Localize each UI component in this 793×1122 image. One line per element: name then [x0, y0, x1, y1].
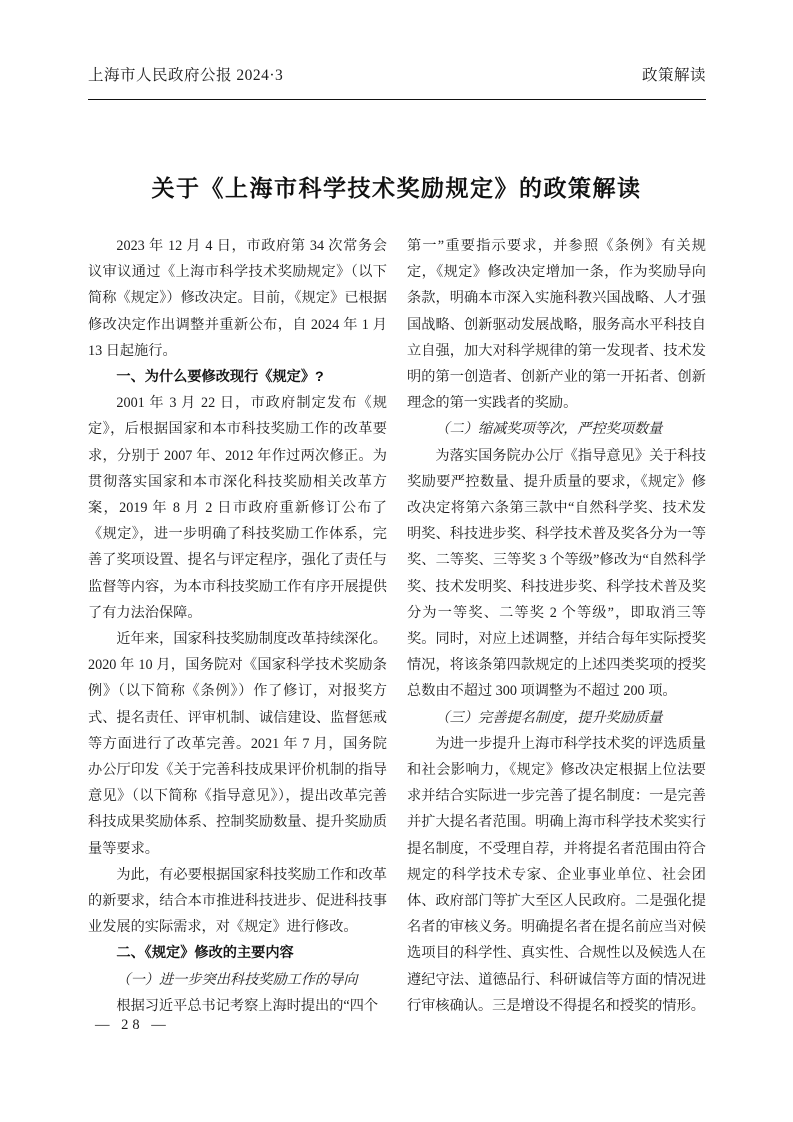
sub-heading: （二）缩减奖项等次，严控奖项数量 — [435, 421, 663, 438]
section-heading: 二、《规定》修改的主要内容 — [116, 945, 294, 962]
body-paragraph: 2001 年 3 月 22 日，市政府制定发布《规定》，后根据国家和本市科技奖励工作的改革要求，分别于 2007 年、2012 年作过两次修正。为贯彻落实国家和本市深化科技奖励相关改革方案，2019 年 8 月 2 日市政府重新修订公布了《规定》，进一步明确了科技奖励工作体系，完善了奖项设置、提名与评定程序，强化了责任与监督等内容，为本市科技奖励工作有序开展提供了有力法治保障。 — [88, 395, 387, 621]
header-divider — [88, 99, 706, 100]
body-paragraph: 根据习近平总书记考察上海时提出的“四个 — [116, 997, 379, 1014]
header-section-label: 政策解读 — [641, 67, 706, 84]
sub-heading: （三）完善提名制度，提升奖励质量 — [435, 709, 663, 726]
body-paragraph: 为落实国务院办公厅《指导意见》关于科技奖励要严控数量、提升质量的要求，《规定》修改决定将第六条第三款中“自然科学奖、技术发明奖、科技进步奖、科学技术普及奖各分为一等奖、二等奖、三等奖 3 个等级”修改为“自然科学奖、技术发明奖、科技进步奖、科学技术普及奖分为一等奖、二等奖 2 个等级”，即取消三等奖。同时，对应上述调整，并结合每年实际授奖情况，将该条第四款规定的上述四类奖项的授奖总数由不超过 300 项调整为不超过 200 项。 — [407, 447, 706, 700]
sub-heading: （一）进一步突出科技奖励工作的导向 — [116, 971, 358, 988]
running-head — [88, 63, 706, 85]
body-paragraph: 为此，有必要根据国家科技奖励工作和改革的新要求，结合本市推进科技进步、促进科技事业发展的实际需求，对《规定》进行修改。 — [88, 866, 387, 936]
header-publication-label: 上海市人民政府公报 2024·3 — [88, 67, 284, 84]
section-heading: 一、为什么要修改现行《规定》? — [116, 369, 324, 386]
body-paragraph: 2023 年 12 月 4 日，市政府第 34 次常务会议审议通过《上海市科学技术奖励规定》（以下简称《规定》）修改决定。目前，《规定》已根据修改决定作出调整并重新公布，自 2024 年 1 月 13 日起施行。 — [88, 238, 387, 359]
page-footer — [95, 1017, 170, 1034]
page-number: — 28 — — [95, 1017, 170, 1033]
body-paragraph: 近年来，国家科技奖励制度改革持续深化。2020 年 10 月，国务院对《国家科学技术奖励条例》（以下简称《条例》）作了修订，对报奖方式、提名责任、评审机制、诚信建设、监督惩戒等方面进行了改革完善。2021 年 7 月，国务院办公厅印发《关于完善科技成果评价机制的指导意见》（以下简称《指导意见》），提出改革完善科技成果奖励体系、控制奖励数量、提升奖励质量等要求。 — [88, 631, 387, 857]
body-paragraph-continuation: 第一”重要指示要求，并参照《条例》有关规定，《规定》修改决定增加一条，作为奖励导向条款，明确本市深入实施科教兴国战略、人才强国战略、创新驱动发展战略，服务高水平科技自立自强，加大对科学规律的第一发现者、技术发明的第一创造者、创新产业的第一开拓者、创新理念的第一实践者的奖励。 — [407, 238, 706, 412]
right-column — [407, 233, 706, 1019]
document-title: 关于《上海市科学技术奖励规定》的政策解读 — [151, 175, 642, 201]
article-body — [88, 233, 706, 1019]
left-column — [88, 233, 387, 1019]
body-paragraph: 为进一步提升上海市科学技术奖的评选质量和社会影响力，《规定》修改决定根据上位法要求并结合实际进一步完善了提名制度：一是完善并扩大提名者范围。明确上海市科学技术奖实行提名制度，不受理自荐，并将提名者范围由符合规定的科学技术专家、企业事业单位、社会团体、政府部门等扩大至区人民政府。二是强化提名者的审核义务。明确提名者在提名前应当对候选项目的科学性、真实性、合规性以及候选人在遵纪守法、道德品行、科研诚信等方面的情况进行审核确认。三是增设不得提名和授奖的情形。 — [407, 735, 706, 1014]
